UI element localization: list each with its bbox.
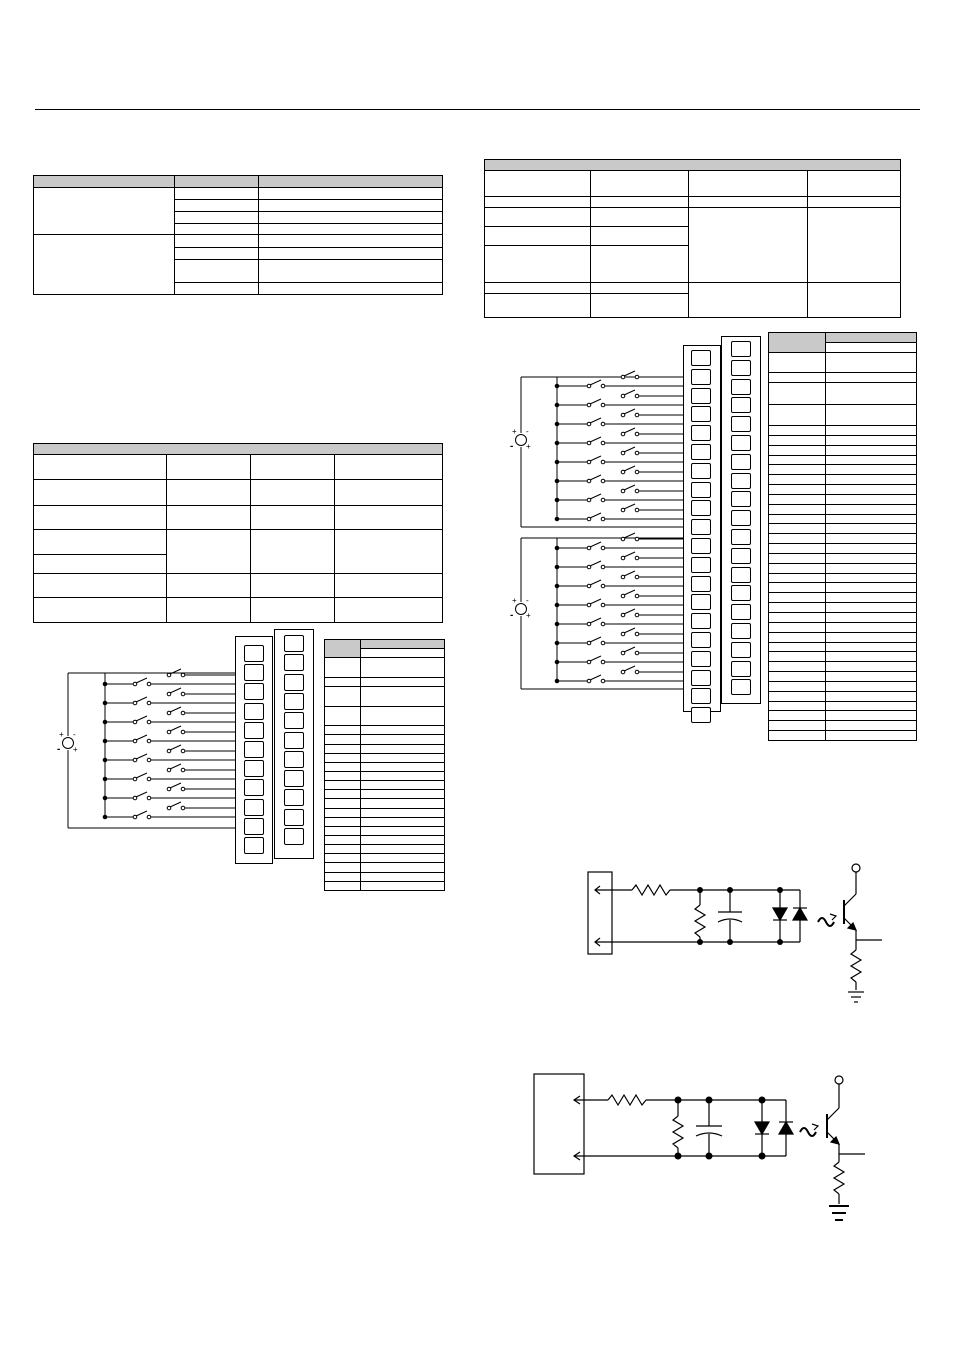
switch-icon bbox=[624, 447, 635, 452]
connector-box bbox=[534, 1074, 584, 1174]
terminal-cell bbox=[731, 454, 751, 470]
svg-text:+: + bbox=[526, 611, 531, 620]
table-row bbox=[769, 465, 917, 475]
terminal-cell bbox=[691, 444, 711, 460]
svg-text:-: - bbox=[526, 596, 529, 605]
table-row bbox=[325, 735, 445, 744]
switch-icon bbox=[170, 802, 181, 807]
switch-icon bbox=[590, 580, 601, 585]
terminal-cell bbox=[244, 837, 264, 854]
table-row bbox=[769, 445, 917, 455]
diode-icon bbox=[773, 908, 787, 920]
terminal-cell bbox=[731, 623, 751, 639]
terminal-cell bbox=[731, 491, 751, 507]
switch-icon bbox=[136, 773, 147, 778]
table-row bbox=[325, 881, 445, 890]
table-row bbox=[769, 544, 917, 554]
switch-icon bbox=[624, 533, 635, 538]
table-row bbox=[769, 681, 917, 691]
terminal-cell bbox=[731, 642, 751, 658]
terminal-cell bbox=[731, 379, 751, 395]
dc-source-icon bbox=[516, 435, 527, 446]
switch-icon bbox=[590, 380, 601, 385]
terminal-cell bbox=[691, 557, 711, 573]
terminal-cell bbox=[731, 435, 751, 451]
table-row bbox=[769, 593, 917, 603]
pin-table-16ch bbox=[768, 332, 917, 741]
terminal-cell bbox=[244, 703, 264, 720]
switch-icon bbox=[590, 675, 601, 680]
spec-table-3 bbox=[484, 159, 901, 318]
table-row bbox=[325, 640, 445, 649]
table-row bbox=[769, 613, 917, 623]
terminal-cell bbox=[284, 674, 304, 691]
switch-icon bbox=[136, 792, 147, 797]
terminal-cell bbox=[691, 594, 711, 610]
resistor-icon bbox=[632, 885, 670, 895]
switch-icon bbox=[624, 371, 635, 376]
table-row bbox=[325, 753, 445, 762]
terminal-cell bbox=[691, 670, 711, 686]
terminal-cell bbox=[691, 632, 711, 648]
switch-icon bbox=[590, 456, 601, 461]
table-row bbox=[769, 731, 917, 741]
table-row bbox=[769, 455, 917, 465]
table-row bbox=[325, 658, 445, 677]
terminal-cell bbox=[731, 341, 751, 357]
table-row bbox=[325, 707, 445, 726]
terminal-cell bbox=[691, 538, 711, 554]
terminal-cell bbox=[691, 651, 711, 667]
svg-text:-: - bbox=[510, 610, 514, 621]
spec-table-1 bbox=[33, 175, 443, 295]
terminal-cell bbox=[691, 519, 711, 535]
terminal-cell bbox=[731, 585, 751, 601]
terminal-cell bbox=[284, 732, 304, 749]
terminal-cell bbox=[731, 416, 751, 432]
terminal-cell bbox=[244, 818, 264, 835]
diode-icon bbox=[755, 1122, 769, 1134]
table-row bbox=[325, 726, 445, 735]
terminal-cell bbox=[284, 789, 304, 806]
ground-icon bbox=[848, 992, 864, 1002]
switch-icon bbox=[590, 618, 601, 623]
table-row bbox=[769, 662, 917, 672]
terminal-cell bbox=[691, 707, 711, 723]
switch-icon bbox=[590, 475, 601, 480]
table-row bbox=[325, 790, 445, 799]
switch-icon bbox=[590, 637, 601, 642]
table-row bbox=[325, 863, 445, 872]
switch-icon bbox=[624, 485, 635, 490]
terminal-cell bbox=[691, 369, 711, 385]
table-row bbox=[769, 524, 917, 534]
table-row bbox=[769, 514, 917, 524]
svg-text:+: + bbox=[512, 596, 517, 605]
diode-icon bbox=[793, 908, 807, 920]
switch-icon bbox=[590, 542, 601, 547]
terminal-cell bbox=[691, 350, 711, 366]
table-row bbox=[325, 799, 445, 808]
terminal-cell bbox=[691, 688, 711, 704]
switch-icon bbox=[136, 697, 147, 702]
svg-text:-: - bbox=[57, 744, 61, 755]
table-row bbox=[769, 485, 917, 495]
switch-icon bbox=[624, 666, 635, 671]
switch-icon bbox=[590, 437, 601, 442]
switch-icon bbox=[624, 590, 635, 595]
switch-icon bbox=[624, 466, 635, 471]
switch-icon bbox=[624, 390, 635, 395]
table-row bbox=[769, 721, 917, 731]
terminal-cell bbox=[284, 635, 304, 652]
switch-icon bbox=[590, 599, 601, 604]
dc-source-icon bbox=[63, 738, 74, 749]
table-row bbox=[769, 573, 917, 583]
switch-icon bbox=[170, 764, 181, 769]
table-row bbox=[325, 854, 445, 863]
terminal-cell bbox=[244, 683, 264, 700]
table-row bbox=[769, 652, 917, 662]
table-row bbox=[769, 701, 917, 711]
table-row bbox=[325, 677, 445, 686]
table-row bbox=[769, 333, 917, 343]
table-row bbox=[769, 383, 917, 405]
terminal-cell bbox=[731, 548, 751, 564]
switch-icon bbox=[170, 783, 181, 788]
resistor-icon bbox=[851, 950, 861, 982]
switch-icon bbox=[170, 707, 181, 712]
table-row bbox=[769, 352, 917, 373]
table-row bbox=[769, 603, 917, 613]
terminal-cell bbox=[691, 463, 711, 479]
terminal-cell bbox=[244, 645, 264, 662]
table-row bbox=[325, 686, 445, 706]
terminal-cell bbox=[731, 397, 751, 413]
table-row bbox=[769, 534, 917, 544]
switch-icon bbox=[136, 811, 147, 816]
table-row bbox=[325, 872, 445, 881]
switch-icon bbox=[590, 656, 601, 661]
table-row bbox=[325, 808, 445, 817]
table-row bbox=[325, 744, 445, 753]
switch-icon bbox=[590, 513, 601, 518]
resistor-icon bbox=[695, 905, 705, 937]
terminal-cell bbox=[731, 360, 751, 376]
table-row bbox=[769, 425, 917, 435]
switch-icon bbox=[590, 494, 601, 499]
terminal-cell bbox=[731, 473, 751, 489]
terminal-cell bbox=[284, 770, 304, 787]
switch-icon bbox=[136, 754, 147, 759]
switch-icon bbox=[170, 745, 181, 750]
terminal-cell bbox=[691, 482, 711, 498]
table-row bbox=[769, 435, 917, 445]
terminal-cell bbox=[244, 722, 264, 739]
switch-icon bbox=[624, 609, 635, 614]
table-row bbox=[769, 563, 917, 573]
table-row bbox=[769, 494, 917, 504]
terminal-cell bbox=[244, 760, 264, 777]
svg-text:-: - bbox=[526, 427, 529, 436]
table-row bbox=[325, 826, 445, 835]
table-row bbox=[769, 475, 917, 485]
terminal-cell bbox=[284, 751, 304, 768]
terminal-cell bbox=[244, 664, 264, 681]
table-row bbox=[769, 672, 917, 682]
table-row bbox=[769, 622, 917, 632]
switch-icon bbox=[624, 552, 635, 557]
terminal-cell bbox=[731, 529, 751, 545]
terminal-cell bbox=[244, 779, 264, 796]
pin-table-8ch bbox=[324, 639, 445, 891]
switch-icon bbox=[590, 561, 601, 566]
table-row bbox=[769, 553, 917, 563]
svg-text:-: - bbox=[510, 441, 514, 452]
terminal-cell bbox=[284, 654, 304, 671]
terminal-cell bbox=[691, 406, 711, 422]
terminal-cell bbox=[731, 604, 751, 620]
table-row bbox=[769, 405, 917, 426]
terminal-cell bbox=[691, 613, 711, 629]
switch-icon bbox=[136, 735, 147, 740]
svg-text:+: + bbox=[512, 427, 517, 436]
terminal-cell bbox=[691, 388, 711, 404]
terminal-cell bbox=[284, 828, 304, 845]
table-row bbox=[769, 642, 917, 652]
resistor-icon bbox=[673, 1116, 683, 1148]
terminal-cell bbox=[731, 661, 751, 677]
top-rule bbox=[35, 109, 920, 110]
switch-icon bbox=[624, 571, 635, 576]
switch-icon bbox=[624, 409, 635, 414]
table-row bbox=[769, 504, 917, 514]
terminal-cell bbox=[731, 567, 751, 583]
table-row bbox=[325, 836, 445, 845]
svg-text:+: + bbox=[59, 730, 64, 739]
svg-text:-: - bbox=[73, 730, 76, 739]
switch-icon bbox=[170, 688, 181, 693]
table-row bbox=[769, 583, 917, 593]
svg-text:+: + bbox=[73, 745, 78, 754]
table-row bbox=[769, 691, 917, 701]
table-row bbox=[769, 373, 917, 383]
terminal-cell bbox=[731, 510, 751, 526]
switch-icon bbox=[590, 399, 601, 404]
terminal-cell bbox=[244, 741, 264, 758]
switch-icon bbox=[136, 716, 147, 721]
switch-icon bbox=[624, 428, 635, 433]
table-row bbox=[325, 781, 445, 790]
terminal-cell bbox=[244, 799, 264, 816]
opto-circuit-1 bbox=[580, 860, 910, 1020]
table-row bbox=[769, 632, 917, 642]
opto-circuit-2 bbox=[530, 1070, 880, 1230]
terminal-cell bbox=[284, 693, 304, 710]
spec-table-2 bbox=[33, 443, 443, 623]
terminal-cell bbox=[284, 712, 304, 729]
terminal-cell bbox=[731, 679, 751, 695]
table-row bbox=[325, 772, 445, 781]
ground-icon bbox=[829, 1206, 849, 1220]
table-row bbox=[325, 817, 445, 826]
switch-icon bbox=[170, 726, 181, 731]
terminal-cell bbox=[691, 425, 711, 441]
switch-icon bbox=[136, 678, 147, 683]
switch-icon bbox=[590, 418, 601, 423]
switch-icon bbox=[624, 628, 635, 633]
terminal-cell bbox=[691, 500, 711, 516]
dc-source-icon bbox=[516, 604, 527, 615]
table-row bbox=[325, 845, 445, 854]
resistor-icon bbox=[608, 1095, 646, 1105]
diode-icon bbox=[779, 1122, 793, 1134]
table-row bbox=[325, 762, 445, 771]
switch-icon bbox=[624, 504, 635, 509]
switch-icon bbox=[624, 647, 635, 652]
resistor-icon bbox=[834, 1162, 844, 1194]
terminal-cell bbox=[691, 576, 711, 592]
terminal-cell bbox=[284, 809, 304, 826]
svg-text:+: + bbox=[526, 442, 531, 451]
table-row bbox=[769, 711, 917, 721]
